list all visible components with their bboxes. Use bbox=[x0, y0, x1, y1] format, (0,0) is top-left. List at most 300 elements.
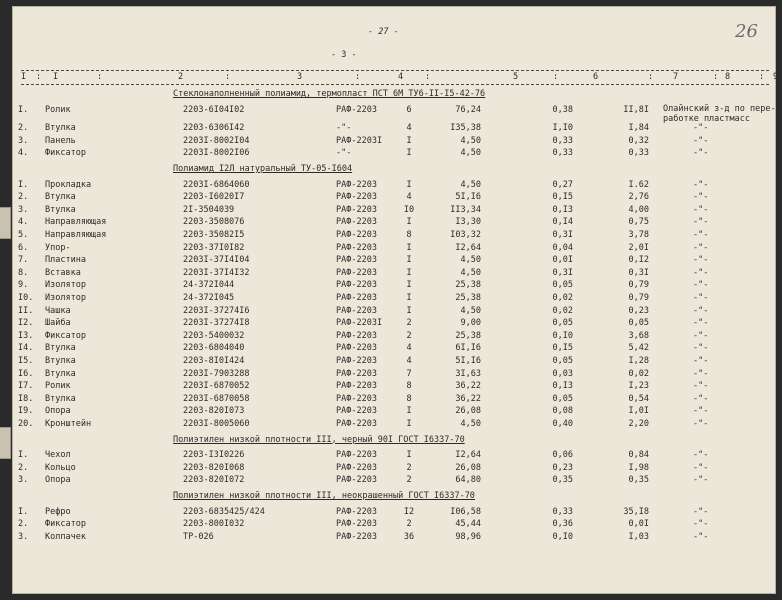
column-header-cell: 6 bbox=[593, 72, 599, 82]
column-7-value: 0,27 bbox=[552, 179, 573, 190]
column-8-value: 0,35 bbox=[628, 475, 649, 486]
vehicle-model: РАФ-2203 bbox=[336, 217, 377, 228]
vehicle-model: РАФ-2203 bbox=[336, 204, 377, 215]
part-code: 2203-5400032 bbox=[183, 330, 245, 341]
part-name: Колпачек bbox=[45, 531, 86, 542]
part-code: 2I-3504039 bbox=[183, 204, 235, 215]
vehicle-model: РАФ-2203 bbox=[336, 330, 377, 341]
part-code: 2203I-8005060 bbox=[183, 419, 250, 429]
column-header-cell: I bbox=[21, 72, 27, 82]
part-code: 2203I-37274I6 bbox=[183, 305, 250, 316]
part-name: Вставка bbox=[45, 267, 81, 278]
vehicle-model: РАФ-2203 bbox=[336, 368, 377, 379]
ditto-mark: -"- bbox=[693, 148, 709, 159]
part-name: Кронштейн bbox=[45, 419, 92, 429]
row-number: 3. bbox=[18, 135, 29, 146]
row-number: 2. bbox=[18, 192, 29, 203]
ditto-mark: -"- bbox=[693, 242, 709, 253]
column-header-cell: : bbox=[355, 72, 361, 82]
mass-value: 4,50 bbox=[460, 267, 481, 278]
ditto-mark: -"- bbox=[693, 293, 709, 303]
column-header-cell: : bbox=[36, 72, 42, 82]
mass-value: 25,38 bbox=[455, 330, 481, 341]
quantity: 8 bbox=[406, 393, 412, 404]
column-header-cell: : bbox=[225, 72, 231, 82]
part-name: Изолятор bbox=[45, 280, 86, 291]
vehicle-model: РАФ-2203 bbox=[336, 242, 377, 253]
vehicle-model: РАФ-2203 bbox=[336, 305, 377, 316]
part-name: Втулка bbox=[45, 192, 76, 203]
column-8-value: 4,00 bbox=[628, 204, 649, 215]
part-name: Направляющая bbox=[45, 217, 107, 228]
supplier-name-cont: работке пластмасс bbox=[663, 113, 750, 124]
part-code: 2203-3508076 bbox=[183, 217, 245, 228]
column-7-value: 0,05 bbox=[552, 318, 573, 329]
column-header-cell: : bbox=[648, 72, 654, 82]
part-name: Пластина bbox=[45, 255, 86, 266]
ditto-mark: -"- bbox=[693, 519, 709, 530]
section-title: Полиамид I2Л натуральный ТУ-05-I604 bbox=[173, 164, 353, 174]
vehicle-model: РАФ-2203 bbox=[336, 192, 377, 203]
mass-value: I03,32 bbox=[450, 230, 481, 240]
row-number: 20. bbox=[18, 419, 34, 429]
page-number-handwritten: - 27 - bbox=[368, 27, 399, 37]
column-8-value: 5,42 bbox=[628, 343, 649, 354]
column-8-value: 0,05 bbox=[628, 318, 649, 329]
part-name: Втулка bbox=[45, 356, 76, 366]
part-name: Ролик bbox=[45, 381, 71, 392]
row-number: II. bbox=[18, 305, 34, 316]
part-code: 2203-6306I42 bbox=[183, 123, 245, 134]
part-name: Фиксатор bbox=[45, 519, 86, 530]
column-7-value: 0,05 bbox=[552, 280, 573, 291]
vehicle-model: РАФ-2203 bbox=[336, 475, 377, 486]
ditto-mark: -"- bbox=[693, 343, 709, 354]
column-8-value: 2,76 bbox=[628, 192, 649, 203]
row-number: I. bbox=[18, 104, 29, 115]
quantity: 4 bbox=[406, 343, 412, 354]
section-title: Стеклонаполненный полиамид, термопласт ПСТ 6М ТУ6-II-I5-42-76 bbox=[173, 89, 486, 99]
part-name: Фиксатор bbox=[45, 148, 86, 159]
column-8-value: 3,78 bbox=[628, 230, 649, 240]
vehicle-model: -"- bbox=[336, 148, 352, 159]
row-number: 4. bbox=[18, 217, 29, 228]
row-number: 8. bbox=[18, 267, 29, 278]
quantity: I bbox=[406, 242, 412, 253]
row-number: I. bbox=[18, 506, 29, 517]
row-number: I. bbox=[18, 450, 29, 461]
part-code: 2203I-37274I8 bbox=[183, 318, 250, 329]
quantity: 36 bbox=[403, 531, 415, 542]
quantity: 8 bbox=[406, 230, 412, 240]
column-8-value: 2,20 bbox=[628, 419, 649, 429]
header-rule-top bbox=[21, 70, 769, 71]
row-number: I5. bbox=[18, 356, 34, 366]
part-name: Прокладка bbox=[45, 179, 92, 190]
vehicle-model: РАФ-2203 bbox=[336, 393, 377, 404]
row-number: 4. bbox=[18, 148, 29, 159]
column-7-value: 0,02 bbox=[552, 305, 573, 316]
mass-value: 26,08 bbox=[455, 462, 481, 473]
quantity: 4 bbox=[406, 192, 412, 203]
column-7-value: I,I0 bbox=[552, 123, 573, 134]
column-8-value: 0,79 bbox=[628, 280, 649, 291]
mass-value: 26,08 bbox=[455, 406, 481, 417]
part-name: Опора bbox=[45, 475, 71, 486]
quantity: I bbox=[406, 179, 412, 190]
column-header-cell: : bbox=[553, 72, 559, 82]
ditto-mark: -"- bbox=[693, 318, 709, 329]
row-number: I0. bbox=[18, 293, 34, 303]
ditto-mark: -"- bbox=[693, 204, 709, 215]
column-7-value: 0,I5 bbox=[552, 343, 573, 354]
row-number: 5. bbox=[18, 230, 29, 240]
mass-value: 4,50 bbox=[460, 148, 481, 159]
column-8-value: I,23 bbox=[628, 381, 649, 392]
part-code: 2203-8I0I424 bbox=[183, 356, 245, 366]
column-8-value: 35,I8 bbox=[623, 506, 649, 517]
ditto-mark: -"- bbox=[693, 135, 709, 146]
quantity: 2 bbox=[406, 475, 412, 486]
vehicle-model: РАФ-2203 bbox=[336, 531, 377, 542]
quantity: I bbox=[406, 135, 412, 146]
mass-value: 25,38 bbox=[455, 280, 481, 291]
vehicle-model: РАФ-2203 bbox=[336, 462, 377, 473]
mass-value: I35,38 bbox=[450, 123, 481, 134]
mass-value: II3,34 bbox=[450, 204, 481, 215]
part-code: 2203-I6020I7 bbox=[183, 192, 245, 203]
mass-value: 45,44 bbox=[455, 519, 481, 530]
header-rule-bottom bbox=[21, 84, 769, 85]
ditto-mark: -"- bbox=[693, 123, 709, 134]
row-number: 2. bbox=[18, 462, 29, 473]
sheet-number: - 3 - bbox=[331, 50, 357, 60]
part-name: Чехол bbox=[45, 450, 71, 461]
part-name: Направляющая bbox=[45, 230, 107, 240]
mass-value: 9,00 bbox=[460, 318, 481, 329]
vehicle-model: РАФ-2203 bbox=[336, 356, 377, 366]
vehicle-model: РАФ-2203 bbox=[336, 506, 377, 517]
column-7-value: 0,04 bbox=[552, 242, 573, 253]
part-code: 2203I-6870052 bbox=[183, 381, 250, 392]
row-number: 2. bbox=[18, 519, 29, 530]
ditto-mark: -"- bbox=[693, 280, 709, 291]
column-header-cell: 4 bbox=[398, 72, 404, 82]
vehicle-model: РАФ-2203 bbox=[336, 343, 377, 354]
column-header-cell: 7 bbox=[673, 72, 679, 82]
part-code: 2203I-7903288 bbox=[183, 368, 250, 379]
quantity: I bbox=[406, 293, 412, 303]
column-8-value: 0,0I bbox=[628, 519, 649, 530]
column-7-value: 0,I0 bbox=[552, 330, 573, 341]
column-7-value: 0,36 bbox=[552, 519, 573, 530]
column-8-value: 0,02 bbox=[628, 368, 649, 379]
part-name: Втулка bbox=[45, 123, 76, 134]
vehicle-model: РАФ-2203 bbox=[336, 280, 377, 291]
part-code: 2203-800I032 bbox=[183, 519, 245, 530]
mass-value: I3,30 bbox=[455, 217, 481, 228]
ditto-mark: -"- bbox=[693, 419, 709, 429]
quantity: 2 bbox=[406, 330, 412, 341]
row-number: I2. bbox=[18, 318, 34, 329]
quantity: I bbox=[406, 148, 412, 159]
vehicle-model: РАФ-2203 bbox=[336, 381, 377, 392]
part-name: Упор- bbox=[45, 242, 71, 253]
part-code: 2203I-37I4I04 bbox=[183, 255, 250, 266]
part-name: Опора bbox=[45, 406, 71, 417]
part-code: 2203I-6870058 bbox=[183, 393, 250, 404]
column-header-cell: 2 bbox=[178, 72, 184, 82]
supplier-name: Олайнский з-д по пере- bbox=[663, 103, 776, 114]
quantity: I bbox=[406, 419, 412, 429]
quantity: I bbox=[406, 255, 412, 266]
ditto-mark: -"- bbox=[693, 230, 709, 240]
column-7-value: 0,40 bbox=[552, 419, 573, 429]
ditto-mark: -"- bbox=[693, 393, 709, 404]
part-code: 2203-820I072 bbox=[183, 475, 245, 486]
part-code: 2203I-6864060 bbox=[183, 179, 250, 190]
part-code: 2203-I3I0226 bbox=[183, 450, 245, 461]
column-8-value: I,28 bbox=[628, 356, 649, 366]
ditto-mark: -"- bbox=[693, 531, 709, 542]
mass-value: I2,64 bbox=[455, 450, 481, 461]
column-7-value: 0,02 bbox=[552, 293, 573, 303]
column-7-value: 0,3I bbox=[552, 267, 573, 278]
ditto-mark: -"- bbox=[693, 179, 709, 190]
column-7-value: 0,08 bbox=[552, 406, 573, 417]
part-name: Фиксатор bbox=[45, 330, 86, 341]
mass-value: 36,22 bbox=[455, 393, 481, 404]
vehicle-model: РАФ-2203 bbox=[336, 255, 377, 266]
row-number: 3. bbox=[18, 475, 29, 486]
column-7-value: 0,33 bbox=[552, 135, 573, 146]
part-code: 2203-6835425/424 bbox=[183, 506, 265, 517]
column-header-cell: 5 bbox=[513, 72, 519, 82]
mass-value: I06,58 bbox=[450, 506, 481, 517]
part-name: Втулка bbox=[45, 343, 76, 354]
part-code: 24-372I044 bbox=[183, 280, 235, 291]
row-number: 3. bbox=[18, 204, 29, 215]
quantity: I bbox=[406, 305, 412, 316]
column-8-value: I,0I bbox=[628, 406, 649, 417]
quantity: I0 bbox=[403, 204, 415, 215]
column-7-value: 0,0I bbox=[552, 255, 573, 266]
row-number: I. bbox=[18, 179, 29, 190]
part-name: Кольцо bbox=[45, 462, 76, 473]
column-7-value: 0,I4 bbox=[552, 217, 573, 228]
column-7-value: 0,33 bbox=[552, 148, 573, 159]
column-7-value: 0,06 bbox=[552, 450, 573, 461]
vehicle-model: РАФ-2203 bbox=[336, 519, 377, 530]
ditto-mark: -"- bbox=[693, 381, 709, 392]
column-header-cell: : bbox=[97, 72, 103, 82]
part-name: Втулка bbox=[45, 393, 76, 404]
part-code: 2203I-8002I06 bbox=[183, 148, 250, 159]
mass-value: 3I,63 bbox=[455, 368, 481, 379]
quantity: 4 bbox=[406, 356, 412, 366]
document-page bbox=[12, 6, 779, 594]
mass-value: 5I,I6 bbox=[455, 356, 481, 366]
column-7-value: 0,I5 bbox=[552, 192, 573, 203]
mass-value: 6I,I6 bbox=[455, 343, 481, 354]
quantity: 2 bbox=[406, 519, 412, 530]
vehicle-model: РАФ-2203 bbox=[336, 406, 377, 417]
ditto-mark: -"- bbox=[693, 368, 709, 379]
ditto-mark: -"- bbox=[693, 255, 709, 266]
ditto-mark: -"- bbox=[693, 356, 709, 366]
quantity: 7 bbox=[406, 368, 412, 379]
column-7-value: 0,I0 bbox=[552, 531, 573, 542]
row-number: I4. bbox=[18, 343, 34, 354]
mass-value: 4,50 bbox=[460, 305, 481, 316]
binder-clip bbox=[0, 427, 11, 459]
section-title: Полиэтилен низкой плотности III, черный 90I ГОСТ I6337-70 bbox=[173, 434, 465, 445]
column-8-value: II,8I bbox=[623, 104, 649, 115]
column-7-value: 0,33 bbox=[552, 506, 573, 517]
ditto-mark: -"- bbox=[693, 406, 709, 417]
binder-clip bbox=[0, 207, 11, 239]
column-7-value: 0,I3 bbox=[552, 381, 573, 392]
vehicle-model: РАФ-2203 bbox=[336, 230, 377, 240]
part-name: Ролик bbox=[45, 104, 71, 115]
row-number: 6. bbox=[18, 242, 29, 253]
column-8-value: 0,32 bbox=[628, 135, 649, 146]
part-code: 2203I-8002I04 bbox=[183, 135, 250, 146]
ditto-mark: -"- bbox=[693, 267, 709, 278]
mass-value: 76,24 bbox=[455, 104, 481, 115]
vehicle-model: РАФ-2203 bbox=[336, 179, 377, 190]
column-8-value: 0,75 bbox=[628, 217, 649, 228]
vehicle-model: -"- bbox=[336, 123, 352, 134]
column-header-cell: : bbox=[713, 72, 719, 82]
column-8-value: I,03 bbox=[628, 531, 649, 542]
vehicle-model: РАФ-2203 bbox=[336, 267, 377, 278]
column-header-cell: 3 bbox=[297, 72, 303, 82]
ditto-mark: -"- bbox=[693, 506, 709, 517]
quantity: 6 bbox=[406, 104, 412, 115]
vehicle-model: РАФ-2203 bbox=[336, 450, 377, 461]
quantity: I bbox=[406, 280, 412, 291]
part-code: 24-372I045 bbox=[183, 293, 235, 303]
mass-value: 98,96 bbox=[455, 531, 481, 542]
column-8-value: 0,79 bbox=[628, 293, 649, 303]
ditto-mark: -"- bbox=[693, 217, 709, 228]
row-number: I6. bbox=[18, 368, 34, 379]
row-number: I8. bbox=[18, 393, 34, 404]
part-code: 2203-820I073 bbox=[183, 406, 245, 417]
column-8-value: 0,84 bbox=[628, 450, 649, 461]
mass-value: 4,50 bbox=[460, 179, 481, 190]
quantity: I2 bbox=[403, 506, 415, 517]
mass-value: 4,50 bbox=[460, 419, 481, 429]
column-header-cell: I bbox=[53, 72, 59, 82]
part-name: Панель bbox=[45, 135, 76, 146]
column-8-value: 3,68 bbox=[628, 330, 649, 341]
row-number: I9. bbox=[18, 406, 34, 417]
part-code: 2203-35082I5 bbox=[183, 230, 245, 240]
row-number: I3. bbox=[18, 330, 34, 341]
column-7-value: 0,I3 bbox=[552, 204, 573, 215]
column-8-value: 2,0I bbox=[628, 242, 649, 253]
quantity: 2 bbox=[406, 318, 412, 329]
mass-value: 4,50 bbox=[460, 135, 481, 146]
column-7-value: 0,05 bbox=[552, 356, 573, 366]
quantity: I bbox=[406, 267, 412, 278]
part-name: Изолятор bbox=[45, 293, 86, 303]
ditto-mark: -"- bbox=[693, 450, 709, 461]
column-7-value: 0,23 bbox=[552, 462, 573, 473]
row-number: 3. bbox=[18, 531, 29, 542]
quantity: 4 bbox=[406, 123, 412, 134]
vehicle-model: РАФ-2203 bbox=[336, 293, 377, 303]
part-name: Шайба bbox=[45, 318, 71, 329]
part-code: 2203-820I068 bbox=[183, 462, 245, 473]
ditto-mark: -"- bbox=[693, 305, 709, 316]
column-8-value: 0,23 bbox=[628, 305, 649, 316]
mass-value: 4,50 bbox=[460, 255, 481, 266]
column-7-value: 0,38 bbox=[552, 104, 573, 115]
column-header-cell: 8 bbox=[725, 72, 731, 82]
part-name: Рефро bbox=[45, 506, 71, 517]
column-header-cell: : bbox=[425, 72, 431, 82]
column-7-value: 0,35 bbox=[552, 475, 573, 486]
quantity: I bbox=[406, 450, 412, 461]
part-name: Чашка bbox=[45, 305, 71, 316]
column-8-value: I,84 bbox=[628, 123, 649, 134]
part-code: 2203-37I0I82 bbox=[183, 242, 245, 253]
vehicle-model: РАФ-2203 bbox=[336, 419, 377, 429]
column-8-value: I,98 bbox=[628, 462, 649, 473]
vehicle-model: РАФ-2203I bbox=[336, 318, 383, 329]
part-code: 2203-6I04I02 bbox=[183, 104, 245, 115]
quantity: I bbox=[406, 217, 412, 228]
mass-value: 64,80 bbox=[455, 475, 481, 486]
part-code: 2203-6804040 bbox=[183, 343, 245, 354]
part-code: ТР-026 bbox=[183, 531, 214, 542]
ditto-mark: -"- bbox=[693, 330, 709, 341]
ditto-mark: -"- bbox=[693, 475, 709, 486]
row-number: 7. bbox=[18, 255, 29, 266]
column-7-value: 0,03 bbox=[552, 368, 573, 379]
vehicle-model: РАФ-2203 bbox=[336, 104, 377, 115]
ditto-mark: -"- bbox=[693, 462, 709, 473]
column-8-value: 0,3I bbox=[628, 267, 649, 278]
part-name: Втулка bbox=[45, 204, 76, 215]
mass-value: 5I,I6 bbox=[455, 192, 481, 203]
row-number: 2. bbox=[18, 123, 29, 134]
column-header-cell: 9 bbox=[773, 72, 779, 82]
section-title: Полиэтилен низкой плотности III, неокрашенный ГОСТ I6337-70 bbox=[173, 491, 475, 501]
part-code: 2203I-37I4I32 bbox=[183, 267, 250, 278]
quantity: I bbox=[406, 406, 412, 417]
part-name: Втулка bbox=[45, 368, 76, 379]
mass-value: 36,22 bbox=[455, 381, 481, 392]
column-header-cell: : bbox=[759, 72, 765, 82]
mass-value: 25,38 bbox=[455, 293, 481, 303]
column-7-value: 0,05 bbox=[552, 393, 573, 404]
vehicle-model: РАФ-2203I bbox=[336, 135, 383, 146]
column-8-value: I.62 bbox=[628, 179, 649, 190]
ditto-mark: -"- bbox=[693, 192, 709, 203]
column-8-value: 0,54 bbox=[628, 393, 649, 404]
column-8-value: 0,I2 bbox=[628, 255, 649, 266]
mass-value: I2,64 bbox=[455, 242, 481, 253]
column-8-value: 0,33 bbox=[628, 148, 649, 159]
row-number: I7. bbox=[18, 381, 34, 392]
quantity: 8 bbox=[406, 381, 412, 392]
column-7-value: 0,3I bbox=[552, 230, 573, 240]
quantity: 2 bbox=[406, 462, 412, 473]
